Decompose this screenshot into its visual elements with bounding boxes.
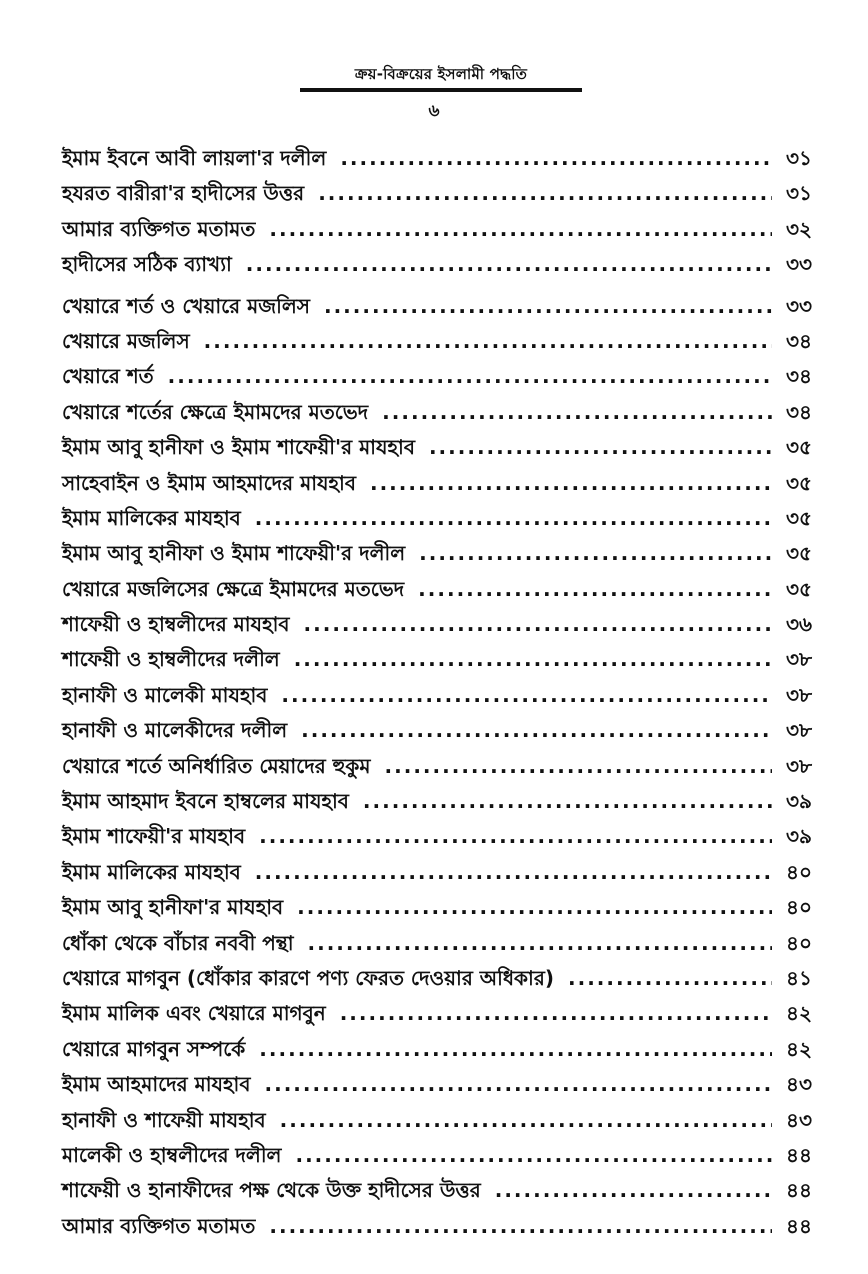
- toc-entry-page: ৩৫: [786, 576, 812, 601]
- toc-entry-title: হানাফী ও মালেকী মাযহাব: [62, 682, 268, 707]
- toc-entry-page: ৩৪: [786, 328, 812, 353]
- toc-leader-dots: [259, 1032, 772, 1067]
- toc-entry-page: ৩৫: [786, 470, 812, 495]
- toc-leader-dots: [294, 642, 772, 677]
- toc-entry-page: ৩৬: [785, 612, 812, 637]
- toc-leader-dots: [318, 176, 772, 211]
- toc-entry-title: খেয়ারে শর্তের ক্ষেত্রে ইমামদের মতভেদ: [62, 399, 369, 424]
- toc-entry-title: খেয়ারে মজলিসের ক্ষেত্রে ইমামদের মতভেদ: [62, 576, 405, 601]
- toc-entry: [62, 855, 812, 890]
- toc-leader-dots: [280, 1103, 772, 1138]
- toc-leader-dots: [429, 430, 772, 465]
- toc-entry-page: ৩৫: [786, 505, 812, 530]
- toc-leader-dots: [370, 466, 772, 501]
- toc-entry-page: ৪৪: [786, 1213, 812, 1238]
- toc-entry-page: ৩৮: [786, 647, 812, 672]
- toc-leader-dots: [419, 536, 772, 571]
- toc-leader-dots: [204, 324, 772, 359]
- toc-entry-title: শাফেয়ী ও হাম্বলীদের মাযহাব: [62, 612, 290, 637]
- toc-entry-title: ইমাম আবু হানীফা'র মাযহাব: [62, 895, 284, 920]
- toc-leader-dots: [304, 607, 772, 642]
- toc-entry-title: মালেকী ও হাম্বলীদের দলীল: [62, 1142, 282, 1167]
- toc-entry: [62, 1209, 812, 1244]
- toc-entry-title: হানাফী ও শাফেয়ী মাযহাব: [62, 1107, 266, 1132]
- toc-entry-title: ইমাম আহমাদ ইবনে হাম্বলের মাযহাব: [62, 789, 349, 814]
- toc-entry-page: ৪০: [786, 930, 812, 955]
- toc-entry-page: ৪৪: [786, 1178, 812, 1203]
- toc-entry-page: ৩৪: [786, 364, 812, 389]
- toc-entry: [62, 324, 812, 359]
- toc-entry-title: খেয়ারে শর্ত ও খেয়ারে মজলিস: [62, 293, 310, 318]
- toc-entry-title: ইমাম ইবনে আবী লায়লা'র দলীল: [62, 146, 327, 170]
- page-number: ৬: [428, 101, 440, 121]
- toc-leader-dots: [301, 713, 772, 748]
- toc-entry: [62, 713, 812, 748]
- toc-entry-page: ৩৫: [786, 541, 812, 566]
- toc-entry-page: ৩৫: [786, 435, 812, 460]
- toc-entry: [62, 395, 812, 430]
- toc-entry: [62, 289, 812, 324]
- toc-leader-dots: [259, 819, 772, 854]
- toc-leader-dots: [418, 572, 772, 607]
- toc-entry-page: ৩৯: [786, 824, 812, 849]
- toc-entry: [62, 1067, 812, 1102]
- toc-entry-title: শাফেয়ী ও হাম্বলীদের দলীল: [62, 647, 280, 672]
- toc-entry-page: ৩৮: [786, 753, 812, 778]
- toc-entry-title: ইমাম মালিকের মাযহাব: [62, 859, 241, 884]
- toc-entry: [62, 1103, 812, 1138]
- header-rule: [300, 88, 582, 92]
- toc-leader-dots: [308, 926, 773, 961]
- toc-entry: [62, 536, 812, 571]
- toc-entry: [62, 141, 812, 176]
- toc-entry-title: ইমাম আবু হানীফা ও ইমাম শাফেয়ী'র মাযহাব: [62, 435, 415, 460]
- toc-entry-page: ৪৩: [786, 1072, 812, 1097]
- toc-leader-dots: [168, 359, 772, 394]
- toc-entry: [62, 359, 812, 394]
- toc-entry: [62, 607, 812, 642]
- toc-entry-page: ৩১: [786, 146, 812, 170]
- toc-entry: [62, 466, 812, 501]
- toc-leader-dots: [324, 289, 772, 324]
- toc-leader-dots: [363, 784, 772, 819]
- toc-entry-title: ইমাম মালিক এবং খেয়ারে মাগবুন: [62, 1001, 326, 1026]
- toc-entry-page: ৪৩: [786, 1107, 812, 1132]
- toc-leader-dots: [265, 1067, 773, 1102]
- toc-entry-title: হানাফী ও মালেকীদের দলীল: [62, 718, 288, 743]
- toc-entry: [62, 212, 812, 247]
- toc-entry: [62, 247, 812, 282]
- toc-entry-page: ৩৪: [786, 399, 812, 424]
- toc-entry-title: হাদীসের সঠিক ব্যাখ্যা: [62, 252, 232, 277]
- toc-entry-page: ৪২: [786, 1001, 812, 1026]
- toc-entry-title: খেয়ারে শর্ত: [62, 364, 154, 389]
- toc-entry: [62, 642, 812, 677]
- toc-leader-dots: [385, 749, 772, 784]
- toc-entry: [62, 678, 812, 713]
- toc-entry: [62, 176, 812, 211]
- toc-entry-title: ইমাম আহমাদের মাযহাব: [62, 1072, 251, 1097]
- toc-entry: [62, 572, 812, 607]
- toc-entry-title: ইমাম আবু হানীফা ও ইমাম শাফেয়ী'র দলীল: [62, 541, 406, 566]
- toc-leader-dots: [495, 1173, 772, 1208]
- toc-entry: [62, 1032, 812, 1067]
- toc-entry-title: আমার ব্যক্তিগত মতামত: [62, 1213, 256, 1238]
- toc-leader-dots: [340, 996, 772, 1031]
- toc-entry-page: ৩৯: [786, 789, 812, 814]
- toc-leader-dots: [382, 395, 772, 430]
- toc-entry-page: ৪২: [786, 1036, 812, 1061]
- toc-entry: [62, 926, 812, 961]
- toc-leader-dots: [255, 501, 772, 536]
- toc-leader-dots: [297, 890, 772, 925]
- toc-entry: [62, 961, 812, 996]
- toc-entry-title: আমার ব্যক্তিগত মতামত: [62, 216, 256, 241]
- toc-entry-page: ৪৪: [786, 1142, 812, 1167]
- toc-entry: [62, 996, 812, 1031]
- toc-entry: [62, 501, 812, 536]
- toc-leader-dots: [255, 855, 772, 890]
- running-header: [300, 62, 582, 92]
- toc-entry-page: ৪১: [786, 965, 812, 990]
- toc-leader-dots: [269, 212, 772, 247]
- toc-entry-page: ৪০: [786, 895, 812, 920]
- toc-entry-title: শাফেয়ী ও হানাফীদের পক্ষ থেকে উক্ত হাদীসের উত্তর: [62, 1178, 481, 1203]
- toc-entry-title: খেয়ারে শর্তে অনির্ধারিত মেয়াদের হুকুম: [62, 753, 371, 778]
- toc-entry: [62, 890, 812, 925]
- toc-entry-title: সাহেবাইন ও ইমাম আহমাদের মাযহাব: [62, 470, 356, 495]
- toc-entry-page: ৪০: [786, 859, 812, 884]
- toc-entry-title: ইমাম শাফেয়ী'র মাযহাব: [62, 824, 246, 849]
- toc-entry-title: খেয়ারে মাগবুন (ধোঁকার কারণে পণ্য ফেরত দেওয়ার অধিকার): [62, 965, 554, 990]
- toc-leader-dots: [568, 961, 772, 996]
- toc-entry: [62, 1173, 812, 1208]
- toc-leader-dots: [295, 1138, 772, 1173]
- toc-entry: [62, 784, 812, 819]
- toc-entry-title: খেয়ারে মাগবুন সম্পর্কে: [62, 1036, 246, 1061]
- toc-entry-page: ৩১: [786, 181, 812, 206]
- toc-entry-page: ৩৩: [785, 252, 812, 277]
- toc-leader-dots: [269, 1209, 772, 1244]
- book-title: ক্রয়-বিক্রয়ের ইসলামী পদ্ধতি: [354, 65, 528, 83]
- toc-entry-page: ৩৩: [785, 293, 812, 318]
- toc-leader-dots: [281, 678, 772, 713]
- toc-entry: [62, 749, 812, 784]
- toc-entry: [62, 819, 812, 854]
- toc-entry-page: ৩২: [785, 216, 812, 241]
- toc-entry-page: ৩৮: [786, 718, 812, 743]
- toc-entry-title: ধোঁকা থেকে বাঁচার নববী পন্থা: [62, 930, 294, 955]
- table-of-contents: [62, 141, 812, 1244]
- toc-entry-title: ইমাম মালিকের মাযহাব: [62, 505, 241, 530]
- toc-leader-dots: [246, 247, 772, 282]
- toc-entry: [62, 430, 812, 465]
- toc-leader-dots: [340, 141, 772, 176]
- toc-entry-title: খেয়ারে মজলিস: [62, 328, 190, 353]
- toc-entry-title: হযরত বারীরা'র হাদীসের উত্তর: [62, 181, 305, 206]
- toc-entry: [62, 1138, 812, 1173]
- toc-entry-page: ৩৮: [786, 682, 812, 707]
